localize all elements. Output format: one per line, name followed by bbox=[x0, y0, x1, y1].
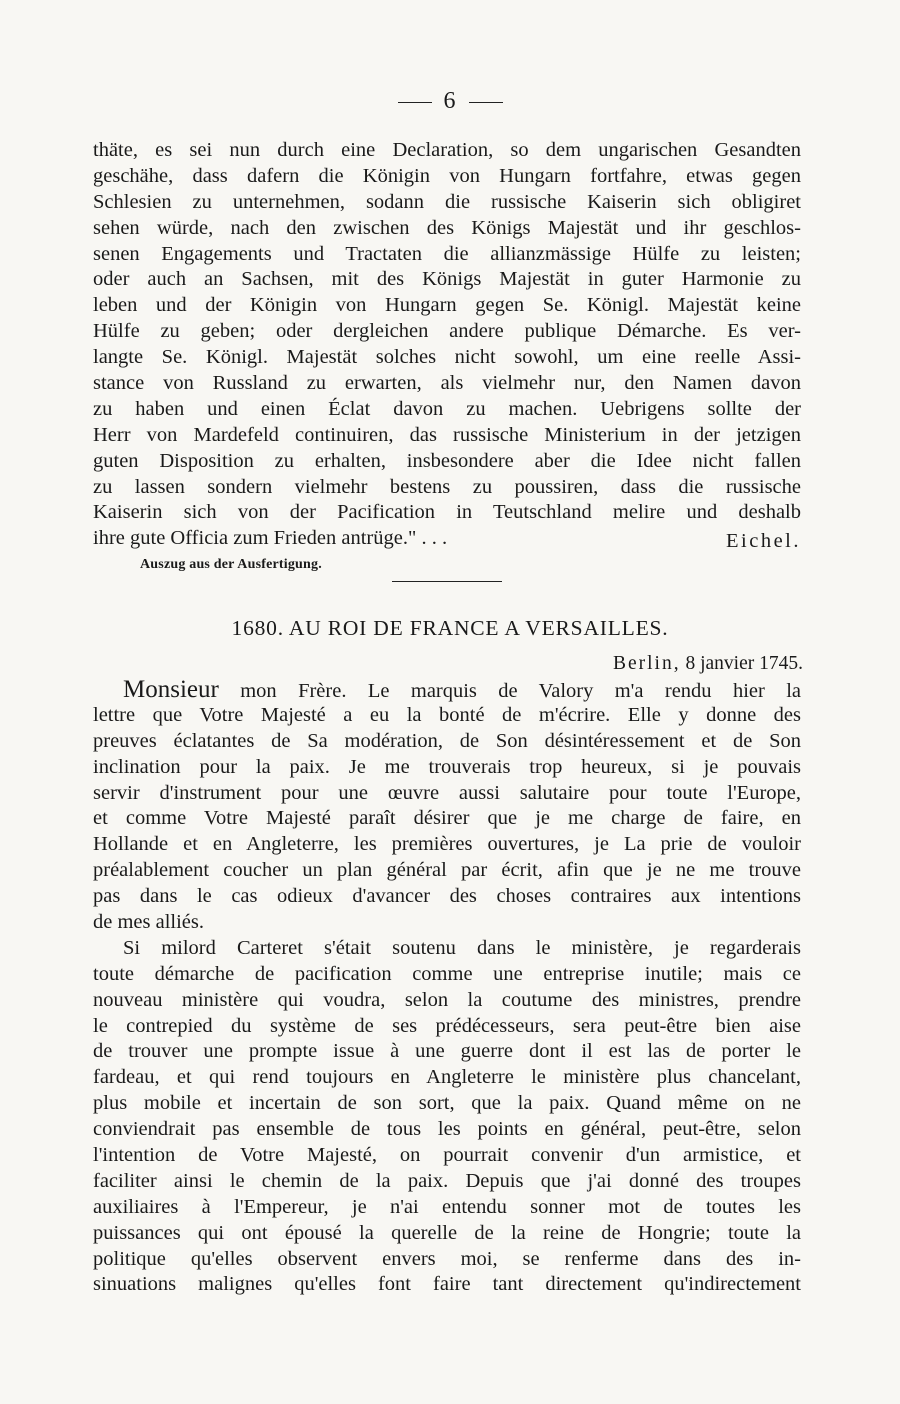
text-line: de trouver une prompte issue à une guerre dont il est las de porter le bbox=[93, 1040, 801, 1063]
letter-body bbox=[93, 677, 801, 1298]
text-line: thäte, es sei nun durch eine Declaration, so dem ungarischen Gesandten bbox=[93, 139, 801, 161]
page-number: 6 bbox=[443, 88, 457, 114]
text-line: auxiliaires à l'Empereur, je n'ai entendu sonner mot de toutes les bbox=[93, 1195, 801, 1218]
text-line: oder auch an Sachsen, mit des Königs Majestät in guter Harmonie zu bbox=[93, 268, 801, 291]
text-line: ihre gute Officia zum Frieden antrüge." . . . bbox=[93, 527, 448, 550]
header-dash-left bbox=[398, 102, 432, 103]
german-text-block bbox=[93, 138, 801, 552]
text-line: toute démarche de pacification comme une entreprise inutile; mais ce bbox=[93, 962, 801, 985]
text-line: de mes alliés. bbox=[93, 911, 205, 934]
section-divider bbox=[392, 581, 502, 582]
text-line: zu haben und einen Éclat davon zu machen. Uebrigens sollte der bbox=[93, 397, 801, 420]
signature: Eichel. bbox=[726, 530, 801, 553]
source-note: Auszug aus der Ausfertigung. bbox=[140, 557, 322, 572]
text-line: nouveau ministère qui voudra, selon la coutume des ministres, prendre bbox=[93, 988, 801, 1011]
text-line: langte Se. Königl. Majestät solches nicht sowohl, um eine reelle Assi- bbox=[93, 346, 801, 369]
text-line: inclination pour la paix. Je me trouverais trop heureux, si je pouvais bbox=[93, 755, 801, 778]
text-line: stance von Russland zu erwarten, als vielmehr nur, den Namen davon bbox=[93, 372, 801, 395]
dateline bbox=[613, 653, 803, 675]
text-line: et comme Votre Majesté paraît désirer que je me charge de faire, en bbox=[93, 807, 801, 830]
dateline-date: 8 janvier 1745. bbox=[685, 653, 803, 674]
text-line: lettre que Votre Majesté a eu la bonté de m'écrire. Elle y donne des bbox=[93, 703, 801, 726]
header-dash-right bbox=[469, 102, 503, 103]
closing-line bbox=[93, 526, 801, 552]
text-line: plus mobile et incertain de son sort, que la paix. Quand même on ne bbox=[93, 1092, 801, 1115]
text-line: le contrepied du système de ses prédécesseurs, sera peut-être bien aise bbox=[93, 1014, 801, 1037]
text-line: préalablement coucher un plan général par écrit, afin que je ne me trouve bbox=[93, 859, 801, 882]
document-heading: 1680. AU ROI DE FRANCE A VERSAILLES. bbox=[231, 616, 669, 640]
text-line: preuves éclatantes de Sa modération, de Son désintéressement et de Son bbox=[93, 729, 801, 752]
text-line: Si milord Carteret s'était soutenu dans le ministère, je regarderais bbox=[123, 936, 801, 959]
salutation-rest: mon Frère. Le marquis de Valory m'a rendu hier la bbox=[240, 680, 802, 702]
page-header bbox=[0, 88, 900, 115]
text-line: puissances qui ont épousé la querelle de la reine de Hongrie; toute la bbox=[93, 1221, 801, 1244]
text-line: Hollande et en Angleterre, les premières ouvertures, je La prie de vouloir bbox=[93, 833, 801, 856]
text-line: sehen würde, nach den zwischen des Königs Majestät und ihr geschlos- bbox=[93, 216, 801, 239]
dateline-place: Berlin, bbox=[612, 653, 681, 674]
text-line bbox=[93, 677, 801, 703]
text-line: politique qu'elles observent envers moi, se renferme dans des in- bbox=[93, 1247, 801, 1270]
text-line: Hülfe zu geben; oder dergleichen andere publique Démarche. Es ver- bbox=[93, 320, 801, 343]
text-line: faciliter ainsi le chemin de la paix. Depuis que j'ai donné des troupes bbox=[93, 1169, 801, 1192]
text-line: Herr von Mardefeld continuiren, das russische Ministerium in der jetzigen bbox=[93, 423, 801, 446]
text-line: senen Engagements und Tractaten die allianzmässige Hülfe zu leisten; bbox=[93, 242, 801, 265]
text-line: l'intention de Votre Majesté, on pourrait convenir d'un armistice, et bbox=[93, 1144, 801, 1167]
text-line: geschähe, dass dafern die Königin von Hungarn fortfahre, etwas gegen bbox=[93, 164, 801, 187]
text-line: servir d'instrument pour une œuvre aussi salutaire pour toute l'Europe, bbox=[93, 781, 801, 804]
text-line: leben und der Königin von Hungarn gegen Se. Königl. Majestät keine bbox=[93, 294, 801, 317]
text-line: sinuations malignes qu'elles font faire tant directement qu'indirectement bbox=[93, 1273, 801, 1296]
text-line: Schlesien zu unternehmen, sodann die russische Kaiserin sich obligiret bbox=[93, 190, 801, 213]
salutation-word: Monsieur bbox=[123, 676, 219, 703]
text-line: conviendrait pas ensemble de tous les points en général, peut-être, selon bbox=[93, 1118, 801, 1141]
text-line: fardeau, et qui rend toujours en Angleterre le ministère plus chancelant, bbox=[93, 1066, 801, 1089]
text-line: zu lassen sondern vielmehr bestens zu poussiren, dass die russische bbox=[93, 475, 801, 498]
text-line: guten Disposition zu erhalten, insbesondere aber die Idee nicht fallen bbox=[93, 449, 801, 472]
text-line: Kaiserin sich von der Pacification in Teutschland melire und deshalb bbox=[93, 501, 801, 524]
text-line: pas dans le cas odieux d'avancer des choses contraires aux intentions bbox=[93, 885, 801, 908]
